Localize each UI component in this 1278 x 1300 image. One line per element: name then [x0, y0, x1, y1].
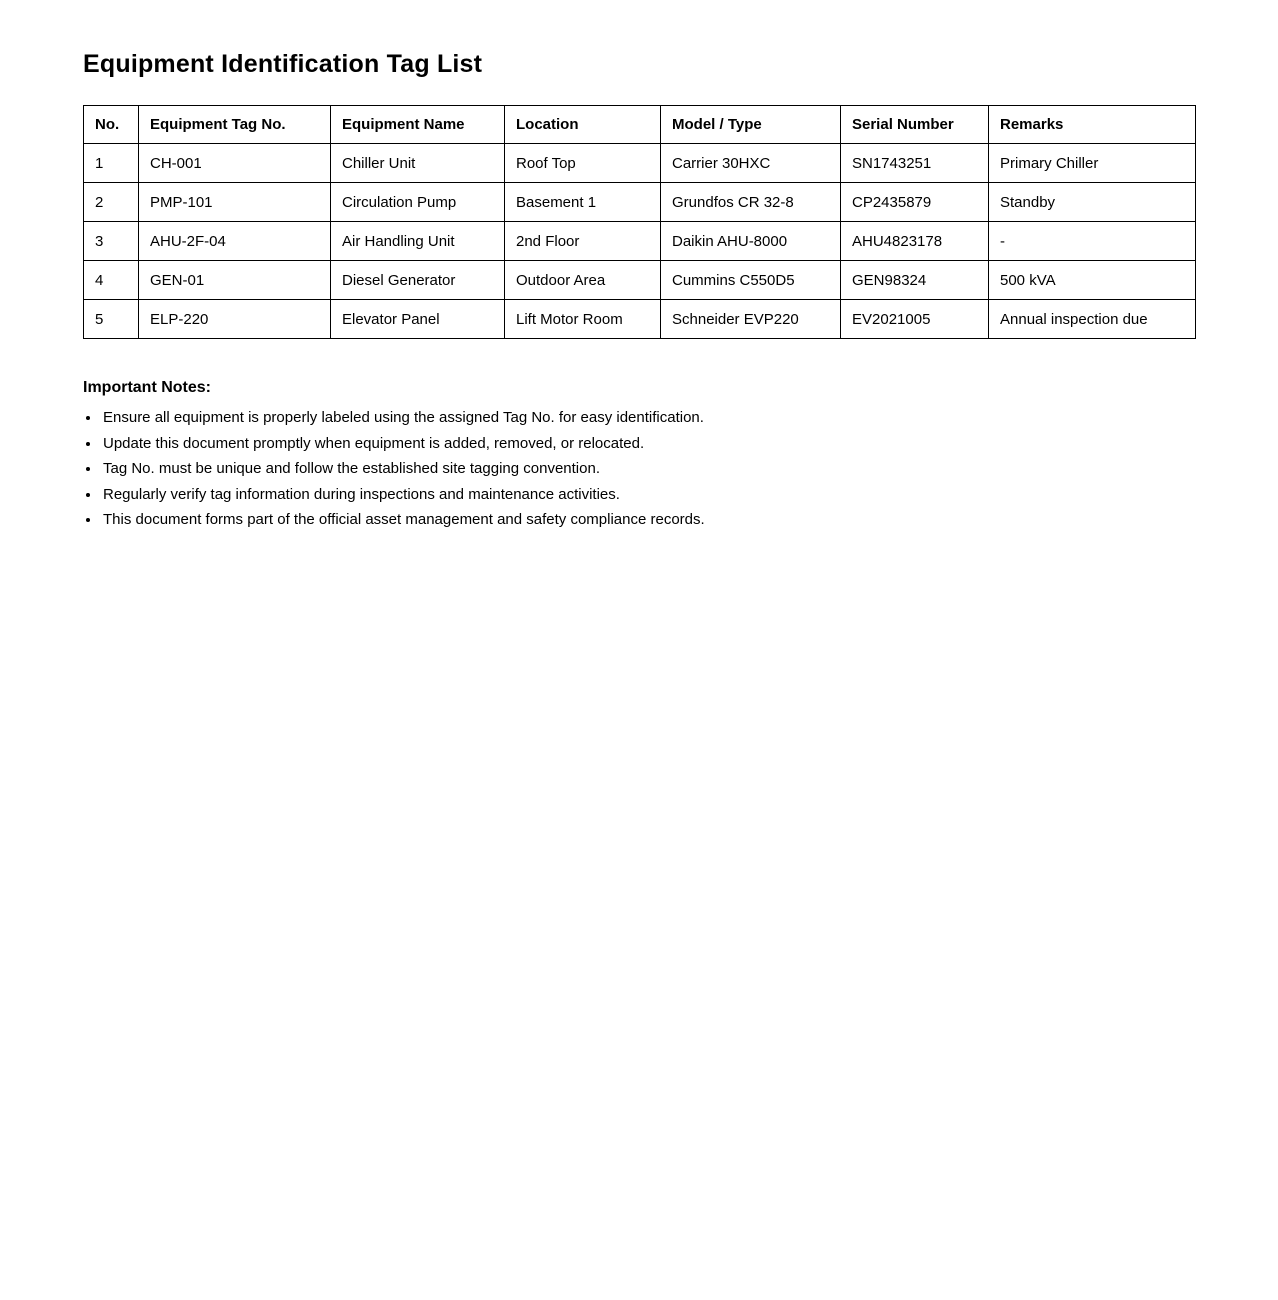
cell-location: 2nd Floor	[505, 222, 661, 261]
note-item: • Regularly verify tag information during inspections and maintenance activities.	[101, 486, 1195, 503]
column-header-remarks: Remarks	[989, 106, 1196, 144]
cell-tag-no: CH-001	[139, 144, 331, 183]
cell-serial-number: SN1743251	[841, 144, 989, 183]
column-header-location: Location	[505, 106, 661, 144]
column-header-no: No.	[84, 106, 139, 144]
column-header-serial-number: Serial Number	[841, 106, 989, 144]
cell-no: 1	[84, 144, 139, 183]
table-row	[84, 261, 1196, 300]
cell-serial-number: CP2435879	[841, 183, 989, 222]
cell-remarks: -	[989, 222, 1196, 261]
note-item: • This document forms part of the official asset management and safety compliance records.	[101, 511, 1195, 528]
cell-model-type: Cummins C550D5	[661, 261, 841, 300]
cell-equipment-name: Air Handling Unit	[331, 222, 505, 261]
table-row	[84, 183, 1196, 222]
cell-equipment-name: Diesel Generator	[331, 261, 505, 300]
cell-no: 3	[84, 222, 139, 261]
cell-location: Basement 1	[505, 183, 661, 222]
cell-remarks: Standby	[989, 183, 1196, 222]
cell-model-type: Carrier 30HXC	[661, 144, 841, 183]
notes-list	[83, 409, 1195, 528]
cell-tag-no: ELP-220	[139, 300, 331, 339]
column-header-equipment-name: Equipment Name	[331, 106, 505, 144]
cell-model-type: Schneider EVP220	[661, 300, 841, 339]
cell-location: Outdoor Area	[505, 261, 661, 300]
column-header-tag-no: Equipment Tag No.	[139, 106, 331, 144]
cell-tag-no: GEN-01	[139, 261, 331, 300]
document-page	[0, 0, 1278, 528]
page-title: Equipment Identification Tag List	[83, 50, 483, 78]
cell-equipment-name: Elevator Panel	[331, 300, 505, 339]
table-row	[84, 222, 1196, 261]
table-row	[84, 144, 1196, 183]
cell-model-type: Grundfos CR 32-8	[661, 183, 841, 222]
notes-heading: Important Notes:	[83, 379, 211, 396]
cell-location: Lift Motor Room	[505, 300, 661, 339]
note-item: • Update this document promptly when equipment is added, removed, or relocated.	[101, 435, 1195, 452]
cell-model-type: Daikin AHU-8000	[661, 222, 841, 261]
note-item: • Ensure all equipment is properly labeled using the assigned Tag No. for easy identification.	[101, 409, 1195, 426]
cell-serial-number: GEN98324	[841, 261, 989, 300]
cell-serial-number: AHU4823178	[841, 222, 989, 261]
table-row	[84, 300, 1196, 339]
cell-remarks: Primary Chiller	[989, 144, 1196, 183]
cell-serial-number: EV2021005	[841, 300, 989, 339]
cell-tag-no: AHU-2F-04	[139, 222, 331, 261]
table-header-row	[84, 106, 1196, 144]
cell-remarks: 500 kVA	[989, 261, 1196, 300]
cell-equipment-name: Circulation Pump	[331, 183, 505, 222]
cell-remarks: Annual inspection due	[989, 300, 1196, 339]
cell-equipment-name: Chiller Unit	[331, 144, 505, 183]
cell-no: 4	[84, 261, 139, 300]
cell-no: 2	[84, 183, 139, 222]
equipment-table	[83, 105, 1196, 339]
cell-tag-no: PMP-101	[139, 183, 331, 222]
cell-location: Roof Top	[505, 144, 661, 183]
cell-no: 5	[84, 300, 139, 339]
column-header-model-type: Model / Type	[661, 106, 841, 144]
note-item: • Tag No. must be unique and follow the established site tagging convention.	[101, 460, 1195, 477]
